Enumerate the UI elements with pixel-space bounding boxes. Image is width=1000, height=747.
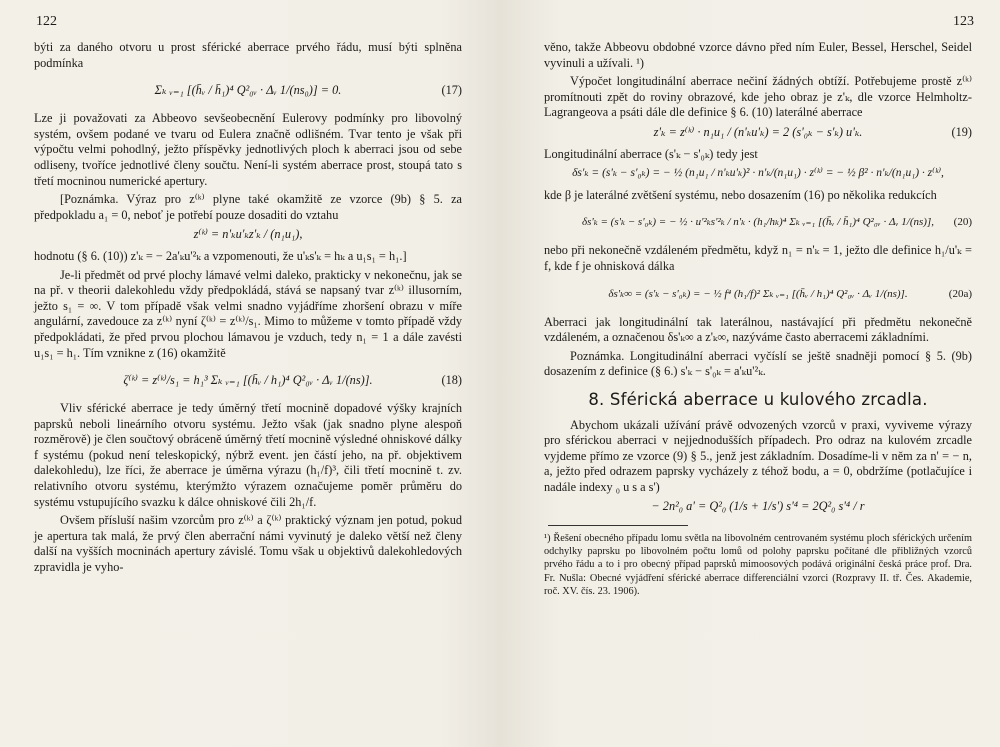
equation-number: (18) xyxy=(441,373,462,388)
paragraph: kde β je laterálné zvětšení systému, nebo dosazením (16) po několika redukcích xyxy=(544,187,937,202)
paragraph: býti za daného otvoru u prost sférické aberrace prvého řádu, musí býti splněna podmínka xyxy=(34,40,462,70)
equation-body: z⁽ᵏ⁾ = n'ₖu'ₖz'ₖ / (n₁u₁), xyxy=(193,227,303,242)
footnote-text: ¹) Řešení obecného případu lomu světla na libovolném centrovaném systému ploch sférických určením odchylky paprsku po libovolném počtu lomů od polohy paprsku počítané dle přibližných vzorců prvého řádu a to i pro obecný případ paprsků mimoosových podává originální česká práce prof. Dra. Fr. Nušla: Obecné vyjádření sférické aberrace differenciální vzorci (Rozpravy II. tř. Čes. Akademie, roč. XV. čís. 23. 1906). xyxy=(544,533,972,597)
paragraph: věno, takže Abbeovu obdobné vzorce dávno před ním Euler, Bessel, Herschel, Seidel vyvinuli a užívali. ¹) xyxy=(544,40,972,70)
paragraph: Abychom ukázali užívání právě odvozených vzorců v praxi, vyviveme výrazy pro sférickou aberraci v nejjednodušších případech. Pro odraz na kulovém zrcadle vyjdeme přímo ze vzorce (9) § 5., jenž jest základním. Dosadíme-li v něm za n' = − n, a, ježto před odrazem paprsky vycházely z téhož bodu, a = 0, obdržíme (potlačujíce i nadále indexy ₀ u s a s') xyxy=(544,417,972,494)
page-number-right: 123 xyxy=(953,14,974,29)
equation-body: δs'ₖ = (s'ₖ − s'₀ₖ) = − ½ (n₁u₁ / n'ₖu'ₖ)² · n'ₖ/(n₁u₁) · z⁽ᵏ⁾ = − ½ β² · n'ₖ/(n₁u₁) · z⁽ᵏ⁾, xyxy=(572,167,944,180)
equation-number: (20a) xyxy=(948,287,972,300)
paragraph: Ovšem přísluší našim vzorcům pro z⁽ᵏ⁾ a ζ⁽ᵏ⁾ praktický význam jen potud, pokud je apertura tak malá, že prvý člen aberrační námi vyvinutý je daleko větší než členy další na vyšších mocninách apertury závislé. Tomu však u objektivů dalekohledových zpravidla je vyho- xyxy=(34,513,462,575)
paragraph: Aberraci jak longitudinální tak laterálnou, nastávající při předmětu nekonečně vzdáleném, a označenou δs'ₖ∞ a z'ₖ∞, nazýváme často aberracemi základními. xyxy=(544,314,972,345)
paragraph: Longitudinální aberrace (s'ₖ − s'₀ₖ) tedy jest xyxy=(544,146,758,161)
right-page-text xyxy=(544,40,972,598)
equation-body: Σₖ ᵥ₌₁ [(h̄ᵥ / h̄₁)⁴ Q²₀ᵥ · Δᵥ 1/(ns₀)] = 0. xyxy=(154,83,342,98)
paragraph: Výpočet longitudinální aberrace nečiní žádných obtíží. Potřebujeme prostě z⁽ᵏ⁾ promítnouti zpět do roviny obrazové, kde jeho obraz je z'ₖ, dle vzorce Helmholtz-Lagrangeova a psáti dále dle definice § 6. (10) laterálné aberrace xyxy=(544,74,972,120)
paragraph: Je-li předmět od prvé plochy lámavé velmi daleko, prakticky v nekonečnu, jak se na př. v theorii dalekohledu vždy předpokládá, stává se napsaný tvar z⁽ᵏ⁾ illusorním, ježto s₁ = ∞. V tom případě však velmi snadno vyjádříme zhoršení obrazu v míře angulární, zavedouce za z⁽ᵏ⁾ nyní ζ⁽ᵏ⁾ = z⁽ᵏ⁾/s₁. Mimo to můžeme v tomto případě vždy předpokládati, že před prvou plochou lámavou je vzduch, tedy n₁ = 1 a dále zavésti u₁s₁ = h₁. Tím vznikne z (16) okamžitě xyxy=(34,267,462,360)
equation-delta-s xyxy=(544,166,972,182)
section-heading: 8. Sférická aberrace u kulového zrcadla. xyxy=(588,389,928,409)
equation-20a xyxy=(544,279,972,309)
equation-z xyxy=(34,227,462,243)
paragraph-note: [Poznámka. Výraz pro z⁽ᵏ⁾ plyne také okamžitě ze vzorce (9b) § 5. za předpokladu a₁ = 0, neboť je potřebí pouze dosaditi do vztahu xyxy=(34,192,462,222)
paragraph: hodnotu (§ 6. (10)) z'ₖ = − 2a'ₖu'²ₖ a vzpomenouti, že u'ₖs'ₖ = hₖ a u₁s₁ = h₁.] xyxy=(34,248,407,263)
equation-number: (20) xyxy=(953,216,972,229)
paragraph: Vliv sférické aberrace je tedy úměrný třetí mocnině dopadové výšky krajních paprsků neboli lineárního otvoru systému. Ježto však (jak snadno plyne alespoň rozměrově) je člen součtový obráceně úměrný třetí mocnině výsledné ohniskové dálky f systému (pokud není teleskopický, nýbrž event. jen částí jeho, na př. objektivem dalekohledu), lze říci, že aberrace je úměrna výrazu (h₁/f)³, čili třetí mocnině t. zv. relativního otvoru systému, kterýmžto výrazem označujeme poměr průměru do systému vstupujícího svazku k dálce ohniskové čili 2h₁/f. xyxy=(34,401,462,509)
paragraph: Lze ji považovati za Abbeovo sevšeobecnění Eulerovy podmínky pro libovolný systém, ovšem podané ve tvaru od Eulera značně odlišném. Tvar tento je však při výpočtu velmi pohodlný, ježto příspěvky jednotlivých ploch k aberraci jsou od sebe odliseny, tvoříce jednotlivé členy součtu. Není-li systém aberrace prost, stoupá tato s třetí mocninou numerické apertury. xyxy=(34,111,462,188)
equation-19 xyxy=(544,125,972,141)
paragraph-note: Poznámka. Longitudinální aberraci vyčíslí se ještě snadněji pomocí § 5. (9b) dosazením z definice (§ 6.) s'ₖ − s'₀ₖ = a'ₖu'²ₖ. xyxy=(544,348,972,379)
footnote-rule xyxy=(548,525,688,526)
equation-number: (17) xyxy=(441,83,462,98)
page-number-left: 122 xyxy=(36,14,57,29)
equation-17 xyxy=(34,75,462,105)
equation-mirror xyxy=(544,499,972,515)
equation-body: z'ₖ = z⁽ᵏ⁾ · n₁u₁ / (n'ₖu'ₖ) = 2 (s'₀ₖ − s'ₖ) u'ₖ. xyxy=(653,124,863,139)
right-page xyxy=(500,0,1000,747)
equation-18 xyxy=(34,365,462,395)
footnote xyxy=(544,532,972,598)
equation-body: − 2n²₀ a' = Q²₀ (1/s + 1/s') s'⁴ = 2Q²₀ s'⁴ / r xyxy=(651,499,865,514)
paragraph: nebo při nekonečně vzdáleném předmětu, když n₁ = n'ₖ = 1, ježto dle definice h₁/u'ₖ = f, kde f je ohnisková dálka xyxy=(544,243,972,273)
equation-body: ζ⁽ᵏ⁾ = z⁽ᵏ⁾/s₁ = h₁³ Σₖ ᵥ₌₁ [(h̄ᵥ / h₁)⁴ Q²₀ᵥ · Δᵥ 1/(ns)]. xyxy=(123,373,373,388)
equation-number: (19) xyxy=(951,124,972,139)
left-page-text xyxy=(34,40,462,579)
equation-body: δs'ₖ∞ = (s'ₖ − s'₀ₖ) = − ½ f⁴ (h₁/f)² Σₖ ᵥ₌₁ [(h̄ᵥ / h₁)⁴ Q²₀ᵥ · Δᵥ 1/(ns)]. xyxy=(608,287,908,300)
equation-body: δs'ₖ = (s'ₖ − s'₀ₖ) = − ½ · u'²ₖs'²ₖ / n'ₖ · (h₁/hₖ)⁴ Σₖ ᵥ₌₁ [(h̄ᵥ / h̄₁)⁴ Q²₀ᵥ · Δᵥ 1/(ns)], xyxy=(582,216,934,229)
equation-20 xyxy=(544,207,972,237)
